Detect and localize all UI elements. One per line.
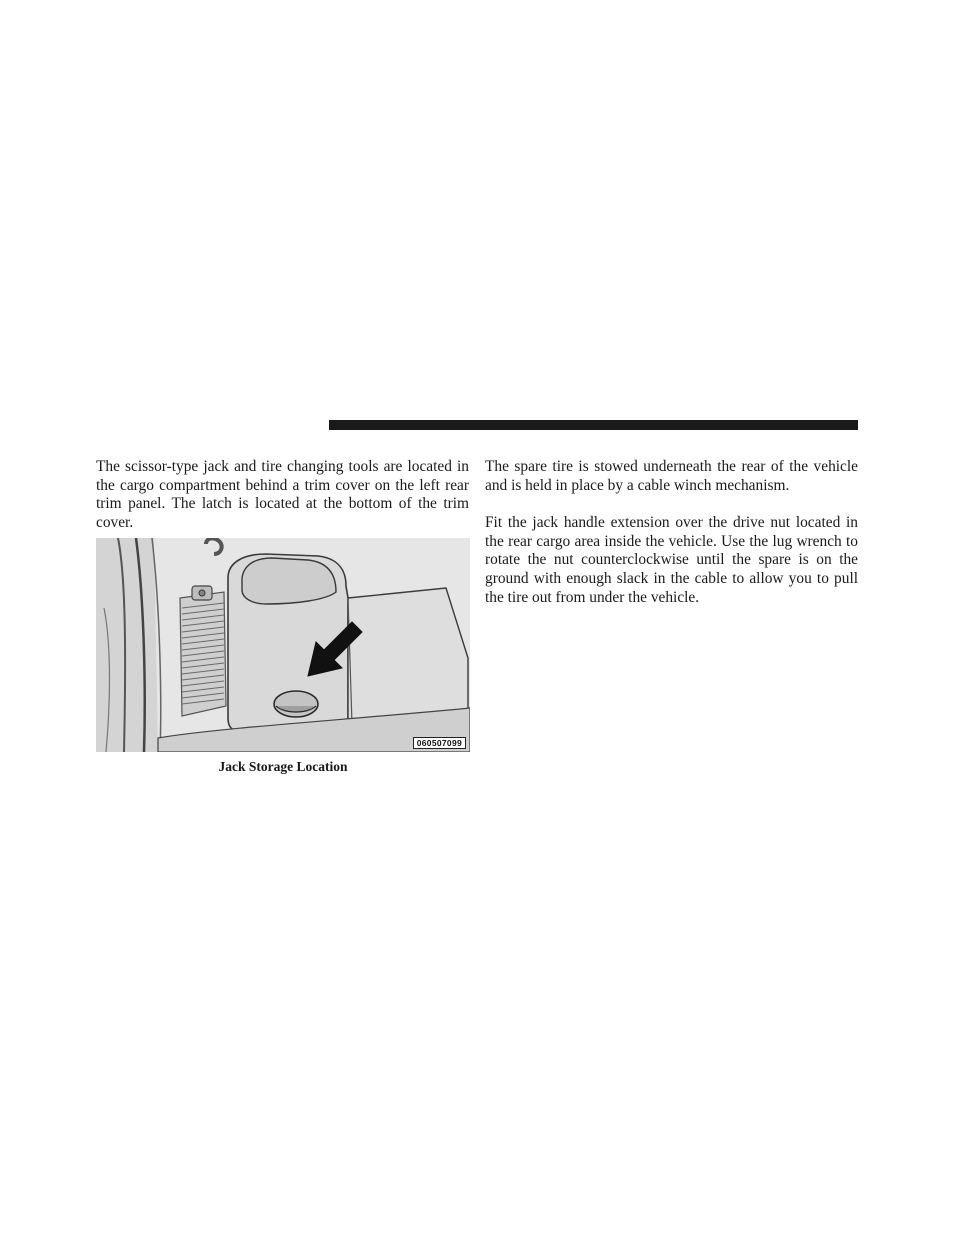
jack-location-paragraph: The scissor-type jack and tire changing tools are located in the cargo compartment behind a trim cover on the left rear trim panel. The latch is located at the bottom of the trim cover. <box>96 458 469 531</box>
left-column <box>96 458 469 532</box>
jack-storage-figure <box>96 538 470 752</box>
figure-code-label: 060507099 <box>413 737 466 749</box>
jack-storage-illustration <box>96 538 470 752</box>
figure-caption: Jack Storage Location <box>218 759 348 774</box>
section-header-bar <box>329 420 858 430</box>
jack-handle-paragraph: Fit the jack handle extension over the drive nut located in the rear cargo area inside the vehicle. Use the lug wrench to rotate the nut counterclockwise until the spare is on the ground with enough slack in the cable to allow you to pull the tire out from under the vehicle. <box>485 514 858 606</box>
spare-tire-paragraph: The spare tire is stowed underneath the rear of the vehicle and is held in place by a cable winch mechanism. <box>485 458 858 494</box>
right-column <box>485 458 858 607</box>
